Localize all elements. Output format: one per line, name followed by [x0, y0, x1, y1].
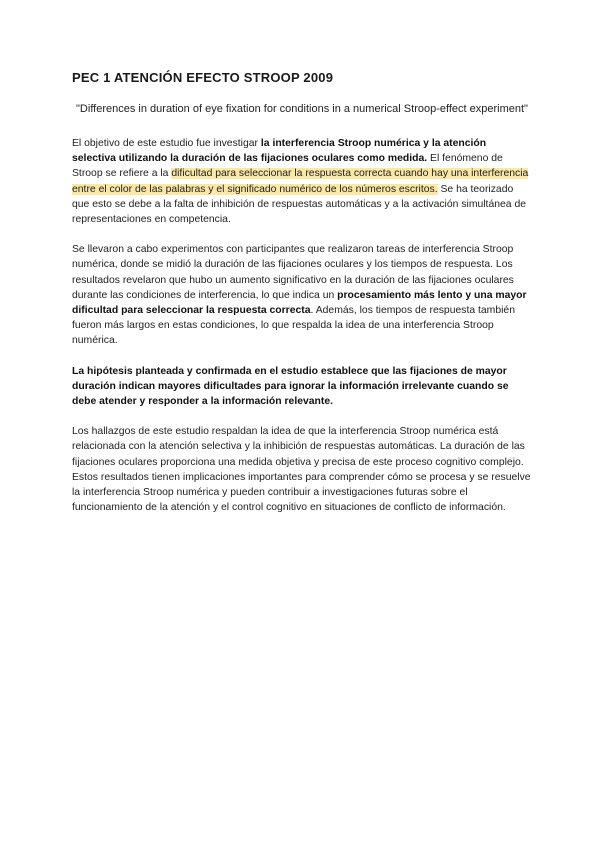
paragraph-text: El fenómeno de Stroop se refiere a la [72, 153, 503, 180]
paragraph-objective [72, 136, 532, 227]
paragraph-text: Se llevaron a cabo experimentos con participantes que realizaron tareas de interferencia Stroop numérica, donde se midió la duración de las fijaciones oculares y los tiempos de respuesta. Los resultados revelaron que hubo un aumento significativo en la duración de las fijaciones oculares durante las condiciones de interferencia, lo que indica un [72, 244, 514, 301]
article-quoted-title: "Differences in duration of eye fixation for conditions in a numerical Stroop-effect experiment" [76, 103, 528, 115]
bold-text: la interferencia Stroop numérica y la atención selectiva utilizando la duración de las fijaciones oculares como medida. [72, 138, 487, 165]
paragraph-findings: Los hallazgos de este estudio respaldan la idea de que la interferencia Stroop numérica está relacionada con la atención selectiva y la inhibición de respuestas automáticas. La duración de las fijaciones oculares proporciona una medida objetiva y precisa de este proceso cognitivo complejo. Estos resultados tienen implicaciones importantes para comprender cómo se procesa y se resuelve la interferencia Stroop numérica y pueden contribuir a investigaciones futuras sobre el funcionamiento de la atención y el control cognitivo en situaciones de conflicto de información. [72, 426, 531, 514]
paragraph-experiments [72, 242, 532, 348]
highlighted-text: dificultad para seleccionar la respuesta correcta cuando hay una interferencia entre el color de las palabras y el significado numérico de los números escritos. [72, 168, 529, 195]
bold-text: procesamiento más lento y una mayor dificultad para seleccionar la respuesta correcta [72, 289, 527, 317]
paragraph-text: Se ha teorizado que esto se debe a la falta de inhibición de respuestas automáticas y a la activación simultánea de representaciones en competencia. [72, 183, 527, 226]
document-body [72, 70, 532, 530]
document-title: PEC 1 ATENCIÓN EFECTO STROOP 2009 [72, 70, 334, 85]
paragraph-text: El objetivo de este estudio fue investigar [72, 138, 261, 149]
paragraph-hypothesis: La hipótesis planteada y confirmada en el estudio establece que las fijaciones de mayor duración indican mayores dificultades para ignorar la información irrelevante cuando se debe atender y responder a la información relevante. [72, 365, 509, 408]
paragraph-text: . Además, los tiempos de respuesta también fueron más largos en estas condiciones, lo que respalda la idea de una interferencia Stroop numérica. [72, 305, 515, 347]
